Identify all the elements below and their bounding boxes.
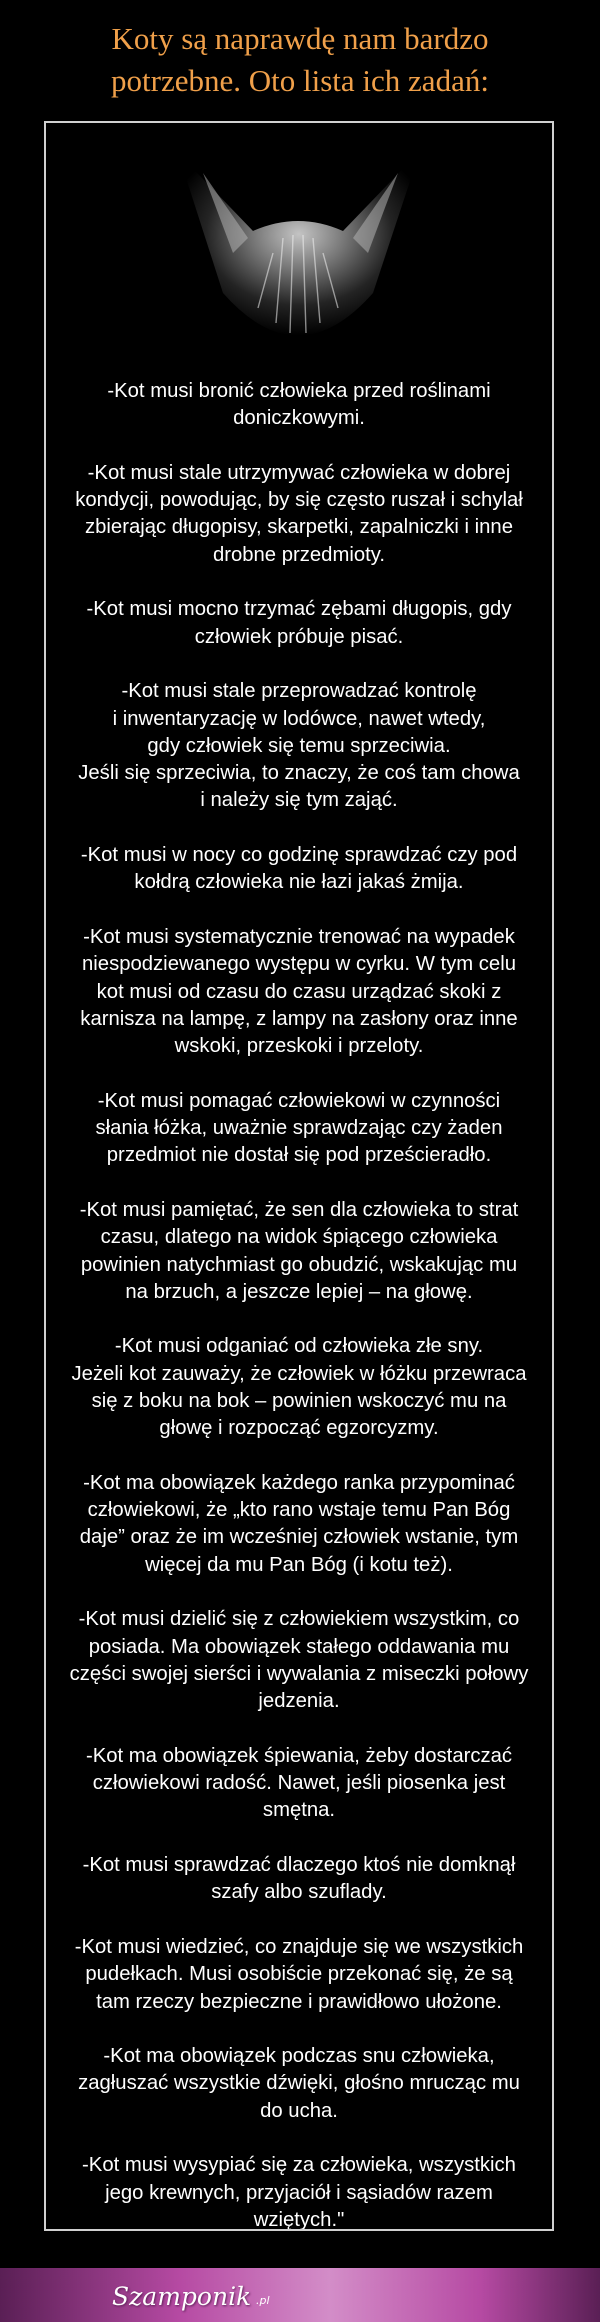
headline: Koty są naprawdę nam bardzo potrzebne. Oto lista ich zadań:	[111, 21, 489, 98]
site-logo[interactable]: Szamponik	[112, 2282, 252, 2311]
cat-duties-list: -Kot musi bronić człowieka przed roślinami doniczkowymi. -Kot musi stale utrzymywać człowieka w dobrej kondycji, powodując, by się często ruszał i schylał zbierając długopisy, skarpetki, zapalniczki i inne drobne przedmioty. -Kot musi mocno trzymać zębami długopis, gdy człowiek próbuje pisać. -Kot musi stale przeprowadzać kontrolę i inwentaryzację w lodówce, nawet wtedy, gdy człowiek się temu sprzeciwia. Jeśli się sprzeciwia, to znaczy, że coś tam chowa i należy się tym zająć. -Kot musi w nocy co godzinę sprawdzać czy pod kołdrą człowieka nie łazi jakaś żmija. -Kot musi systematycznie trenować na wypadek niespodziewanego występu w cyrku. W tym celu kot musi od czasu do czasu urządzać skoki z karnisza na lampę, z lampy na zasłony oraz inne wskoki, przeskoki i przeloty. -Kot musi pomagać człowiekowi w czynności słania łóżka, uważnie sprawdzając czy żaden przedmiot nie dostał się pod prześcieradło. -Kot musi pamiętać, że sen dla człowieka to strat czasu, dlatego na widok śpiącego człowieka powinien natychmiast go obudzić, wskakując mu na brzuch, a jeszcze lepiej – na głowę. -Kot musi odganiać od człowieka złe sny. Jeżeli kot zauważy, że człowiek w łóżku przewraca się z boku na bok – powinien wskoczyć mu na głowę i rozpocząć egzorcyzmy. -Kot ma obowiązek każdego ranka przypominać człowiekowi, że „kto rano wstaje temu Pan Bóg daje” oraz że im wcześniej człowiek wstanie, tym więcej da mu Pan Bóg (i kotu też). -Kot musi dzielić się z człowiekiem wszystkim, co posiada. Ma obowiązek stałego oddawania mu części swojej sierści i wywalania z miseczki połowy jedzenia. -Kot ma obowiązek śpiewania, żeby dostarczać człowiekowi radość. Nawet, jeśli piosenka jest smętna. -Kot musi sprawdzać dlaczego ktoś nie domknął szafy albo szuflady. -Kot musi wiedzieć, co znajduje się we wszystkich pudełkach. Musi osobiście przekonać się, że są tam rzeczy bezpieczne i prawidłowo ułożone. -Kot ma obowiązek podczas snu człowieka, zagłuszać wszystkie dźwięki, głośno mrucząc mu do ucha. -Kot musi wysypiać się za człowieka, wszystkich jego krewnych, przyjaciół i sąsiadów razem wziętych."	[69, 380, 529, 2231]
demotivator-frame	[44, 121, 554, 2231]
site-logo-suffix: .pl	[256, 2294, 270, 2307]
footer-bar	[0, 2268, 600, 2322]
cat-silhouette-image	[158, 143, 438, 378]
